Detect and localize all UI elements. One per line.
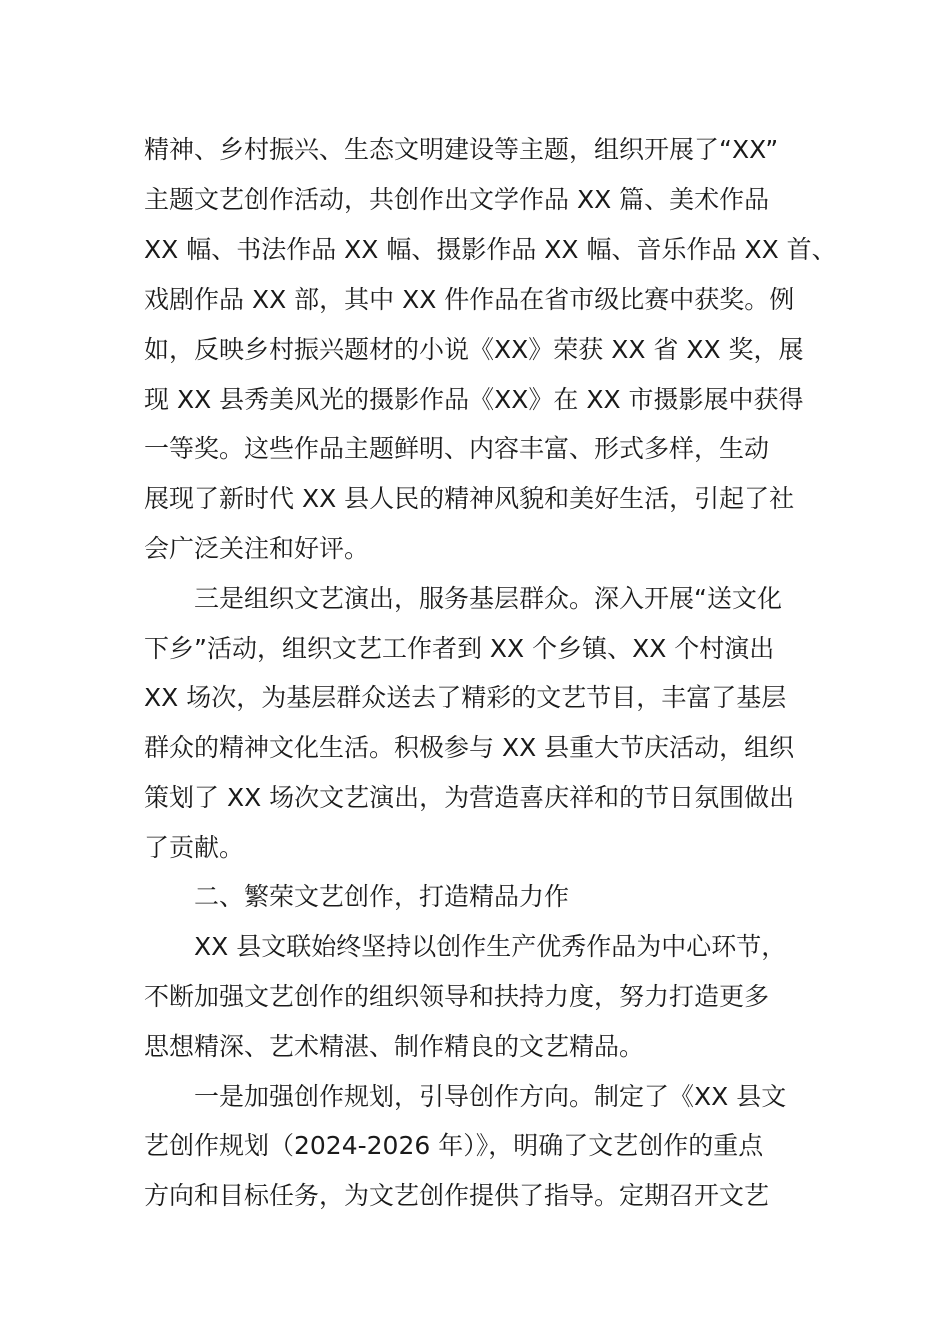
body-text-line: 精神、乡村振兴、生态文明建设等主题，组织开展了“XX” <box>144 135 779 164</box>
body-text-line: 不断加强文艺创作的组织领导和扶持力度，努力打造更多 <box>144 982 770 1011</box>
body-text-line: 会广泛关注和好评。 <box>144 534 370 563</box>
body-text-line: 现 XX 县秀美风光的摄影作品《XX》在 XX 市摄影展中获得 <box>144 385 804 414</box>
paragraph-first-line: 一是加强创作规划，引导创作方向。制定了《XX 县文 <box>194 1082 787 1111</box>
body-text-line: 思想精深、艺术精湛、制作精良的文艺精品。 <box>144 1032 645 1061</box>
body-text-line: 戏剧作品 XX 部，其中 XX 件作品在省市级比赛中获奖。例 <box>144 285 795 314</box>
body-text-line: 了贡献。 <box>144 833 245 862</box>
body-text-line: 下乡”活动，组织文艺工作者到 XX 个乡镇、XX 个村演出 <box>144 634 775 663</box>
body-text-line: 一等奖。这些作品主题鲜明、内容丰富、形式多样，生动 <box>144 434 770 463</box>
body-text-line: 展现了新时代 XX 县人民的精神风貌和美好生活，引起了社 <box>144 484 795 513</box>
section-heading: 二、繁荣文艺创作，打造精品力作 <box>194 882 570 911</box>
paragraph-first-line: XX 县文联始终坚持以创作生产优秀作品为中心环节， <box>194 932 787 961</box>
body-text-line: 群众的精神文化生活。积极参与 XX 县重大节庆活动，组织 <box>144 733 795 762</box>
body-text-line: 艺创作规划（2024-2026 年）》，明确了文艺创作的重点 <box>144 1131 764 1160</box>
body-text-line: 策划了 XX 场次文艺演出，为营造喜庆祥和的节日氛围做出 <box>144 783 795 812</box>
body-text-line: 主题文艺创作活动，共创作出文学作品 XX 篇、美术作品 <box>144 185 770 214</box>
body-text-line: 方向和目标任务，为文艺创作提供了指导。定期召开文艺 <box>144 1181 770 1210</box>
body-text-line: 如，反映乡村振兴题材的小说《XX》荣获 XX 省 XX 奖，展 <box>144 335 804 364</box>
body-text-line: XX 场次，为基层群众送去了精彩的文艺节目，丰富了基层 <box>144 683 787 712</box>
paragraph-first-line: 三是组织文艺演出，服务基层群众。深入开展“送文化 <box>194 584 782 613</box>
body-text-line: XX 幅、书法作品 XX 幅、摄影作品 XX 幅、音乐作品 XX 首、 <box>144 235 837 264</box>
